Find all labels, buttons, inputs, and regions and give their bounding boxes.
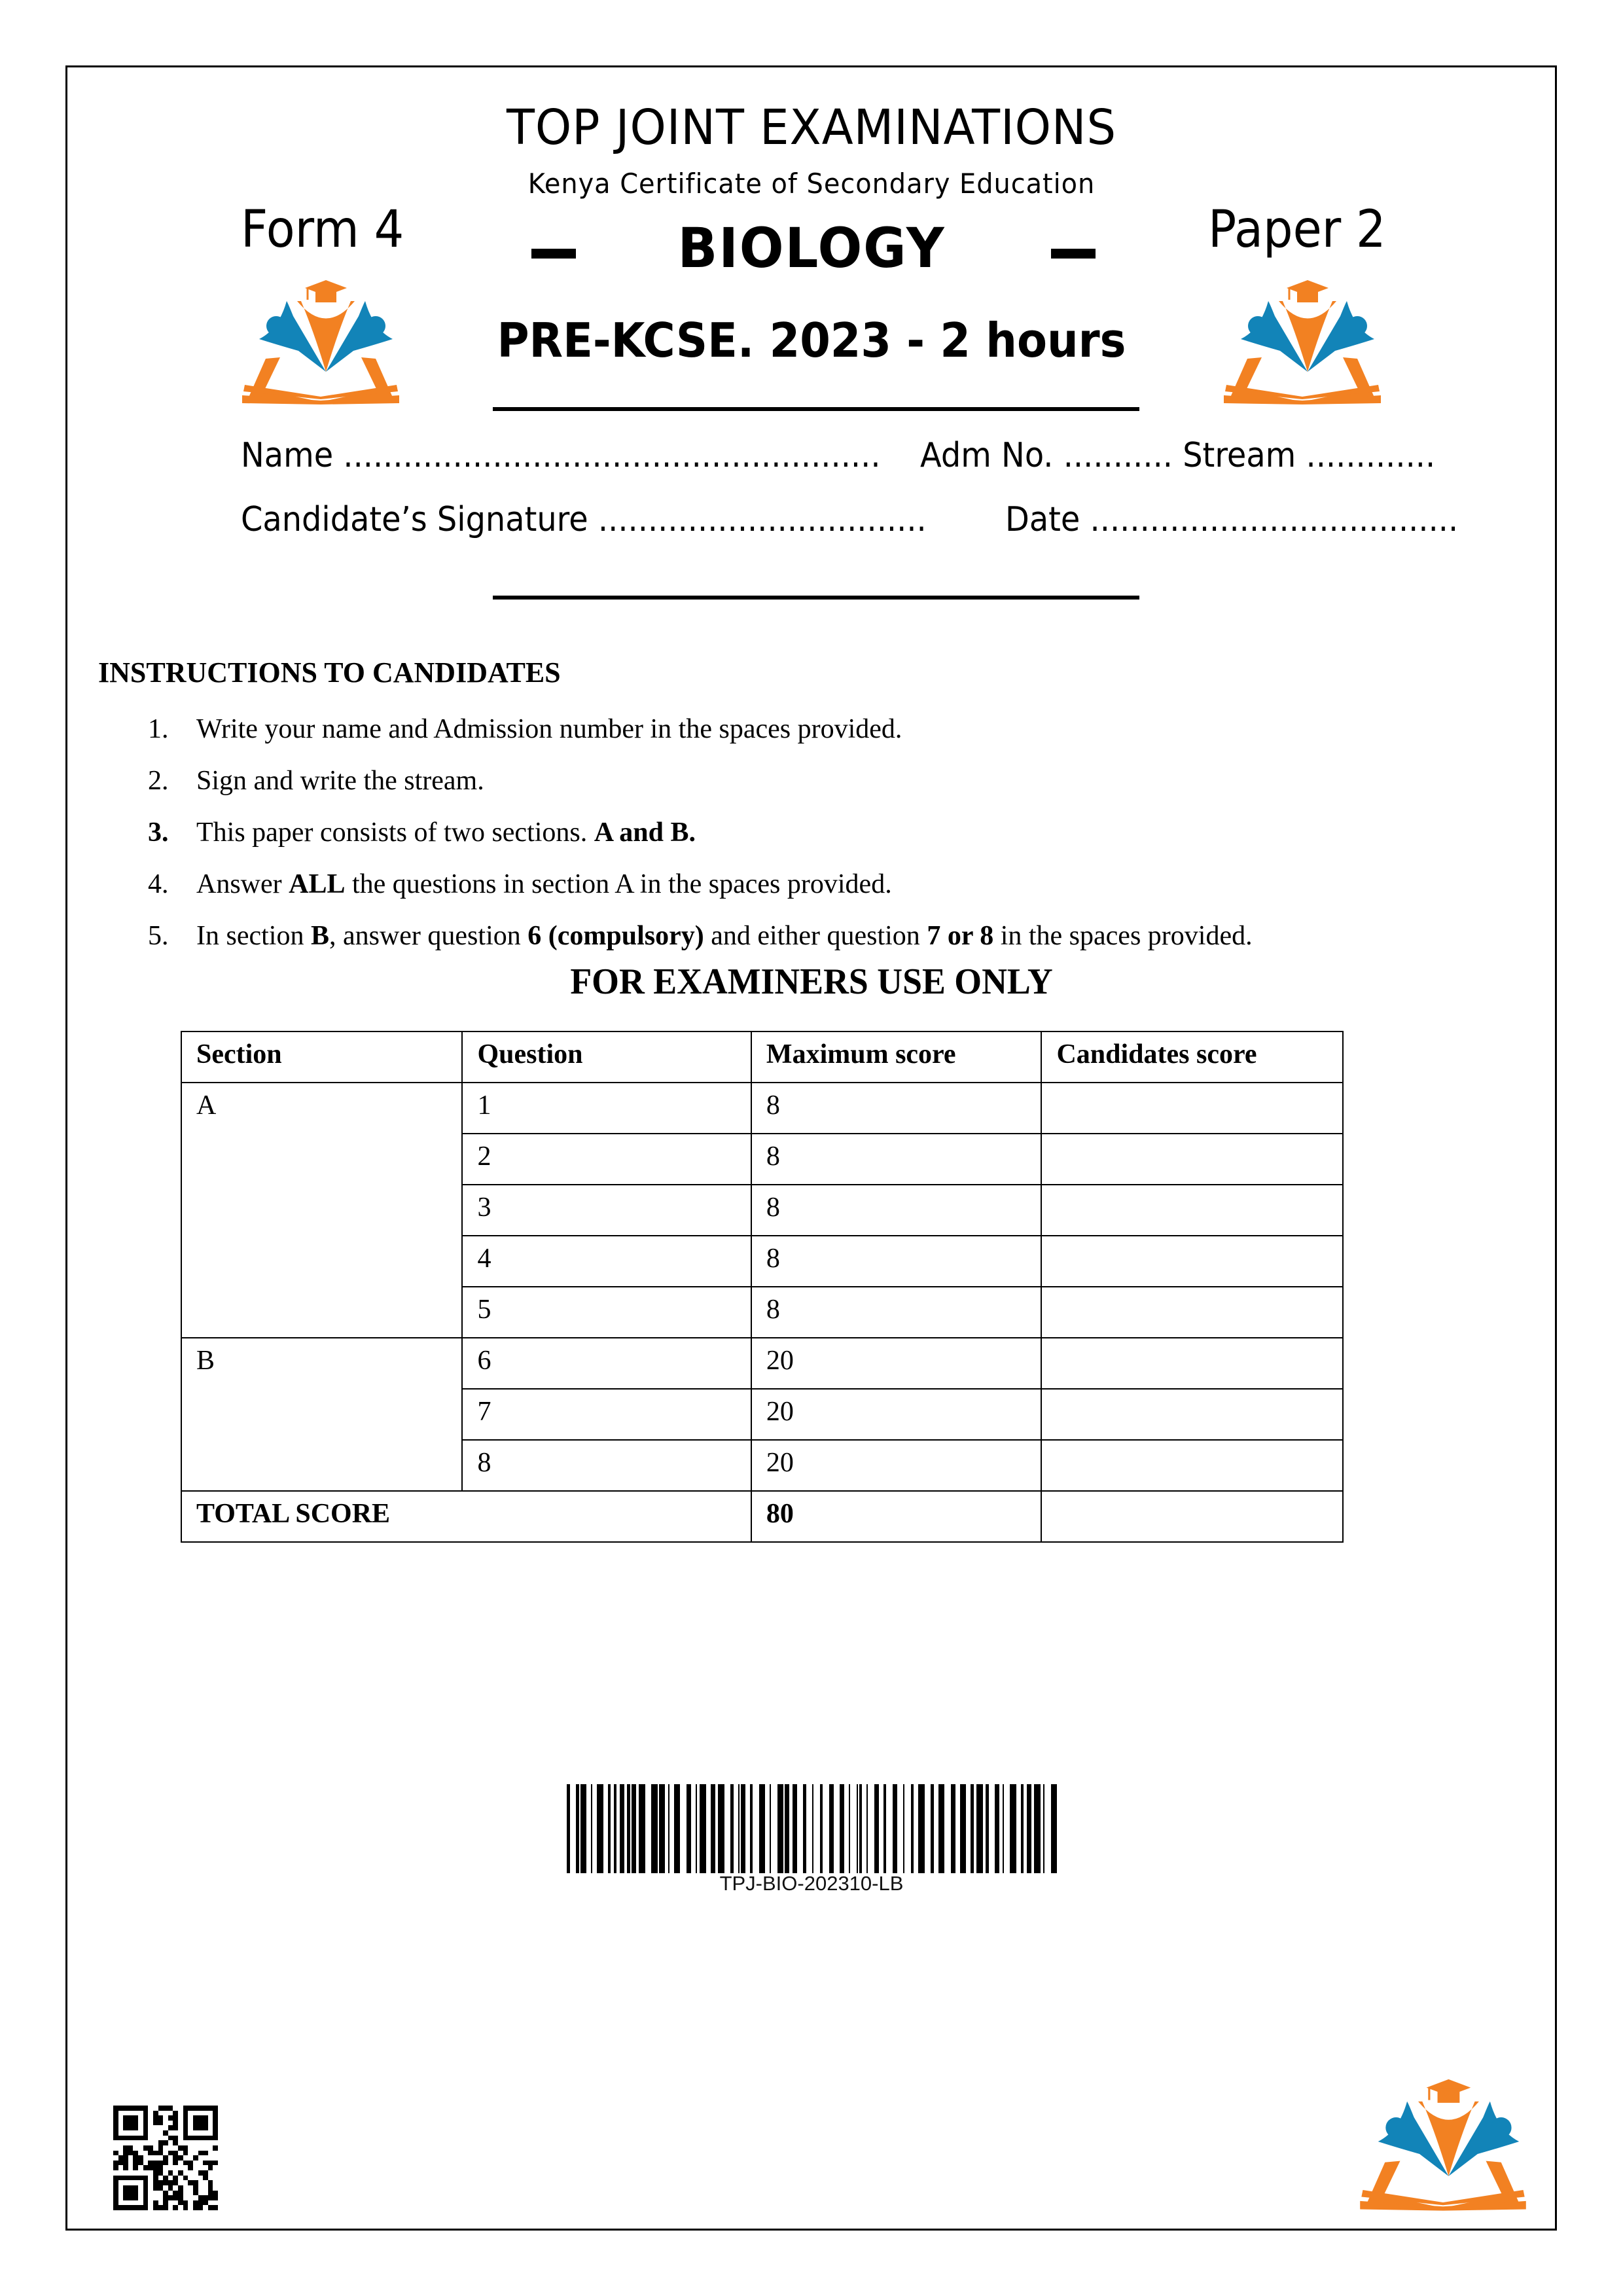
candidate-score-cell[interactable] xyxy=(1041,1287,1343,1338)
adm-no-field[interactable] xyxy=(920,436,1435,475)
question-cell: 4 xyxy=(462,1236,751,1287)
date-field[interactable] xyxy=(1005,500,1458,539)
stream-dots[interactable]: ............. xyxy=(1306,436,1436,475)
question-cell: 6 xyxy=(462,1338,751,1389)
instruction-text: ALL xyxy=(289,869,346,899)
school-logo-icon xyxy=(240,274,402,404)
max-score-cell: 8 xyxy=(751,1185,1042,1236)
instruction-text: in the spaces provided. xyxy=(993,921,1253,951)
header-maximum-score: Maximum score xyxy=(751,1031,1042,1083)
max-score-cell: 8 xyxy=(751,1083,1042,1134)
question-cell: 7 xyxy=(462,1389,751,1440)
question-cell: 3 xyxy=(462,1185,751,1236)
max-score-cell: 8 xyxy=(751,1287,1042,1338)
signature-field[interactable] xyxy=(241,500,927,539)
dash-right xyxy=(1051,249,1096,259)
header-section: Section xyxy=(181,1031,462,1083)
header-divider-bottom xyxy=(493,596,1139,600)
question-cell: 2 xyxy=(462,1134,751,1185)
instruction-text: Write your name and Admission number in the spaces provided. xyxy=(196,714,902,744)
instruction-text: the questions in section A in the spaces provided. xyxy=(345,869,892,899)
instructions-list xyxy=(140,704,1253,962)
header-candidates-score: Candidates score xyxy=(1041,1031,1343,1083)
subject-title: BIOLOGY xyxy=(677,216,946,280)
name-label: Name xyxy=(241,436,334,475)
total-candidate-score[interactable] xyxy=(1041,1491,1343,1542)
instruction-item xyxy=(140,910,1253,962)
total-row xyxy=(181,1491,1343,1542)
candidate-score-cell[interactable] xyxy=(1041,1083,1343,1134)
instruction-item xyxy=(140,807,1253,859)
organization-title: TOP JOINT EXAMINATIONS xyxy=(506,99,1117,156)
instruction-item xyxy=(140,859,1253,910)
instruction-number: 4. xyxy=(148,869,169,899)
examiners-score-table xyxy=(181,1031,1344,1543)
name-field[interactable] xyxy=(241,436,881,475)
date-dots: ..................................... xyxy=(1090,500,1459,539)
candidate-score-cell[interactable] xyxy=(1041,1236,1343,1287)
candidate-score-cell[interactable] xyxy=(1041,1185,1343,1236)
instruction-number: 2. xyxy=(148,766,169,796)
candidate-score-cell[interactable] xyxy=(1041,1338,1343,1389)
max-score-cell: 20 xyxy=(751,1440,1042,1491)
table-row xyxy=(181,1338,1343,1389)
max-score-cell: 8 xyxy=(751,1236,1042,1287)
max-score-cell: 20 xyxy=(751,1338,1042,1389)
instruction-number: 1. xyxy=(148,714,169,744)
form-label: Form 4 xyxy=(241,200,404,259)
paper-label: Paper 2 xyxy=(1208,200,1386,259)
max-score-cell: 8 xyxy=(751,1134,1042,1185)
instruction-text: This paper consists of two sections. xyxy=(196,817,594,848)
question-cell: 1 xyxy=(462,1083,751,1134)
instruction-text: B xyxy=(310,921,329,951)
question-cell: 5 xyxy=(462,1287,751,1338)
header-question: Question xyxy=(462,1031,751,1083)
instruction-text: 7 or 8 xyxy=(927,921,994,951)
candidate-score-cell[interactable] xyxy=(1041,1134,1343,1185)
max-score-cell: 20 xyxy=(751,1389,1042,1440)
date-label: Date xyxy=(1005,500,1080,539)
table-row xyxy=(181,1083,1343,1134)
question-cell: 8 xyxy=(462,1440,751,1491)
section-cell: A xyxy=(181,1083,462,1338)
total-max-score: 80 xyxy=(751,1491,1042,1542)
header-divider-top xyxy=(493,407,1139,411)
candidate-score-cell[interactable] xyxy=(1041,1440,1343,1491)
instruction-text: In section xyxy=(196,921,311,951)
barcode-code: TPJ-BIO-202310-LB xyxy=(719,1872,904,1895)
instruction-text: 6 (compulsory) xyxy=(527,921,704,951)
instruction-number: 3. xyxy=(148,817,169,848)
exam-body-subtitle: Kenya Certificate of Secondary Education xyxy=(527,168,1096,200)
instruction-text: A and B. xyxy=(594,817,696,848)
instruction-text: Answer xyxy=(196,869,289,899)
stream-label: Stream xyxy=(1183,436,1296,475)
instruction-text: Sign and write the stream. xyxy=(196,766,484,796)
name-dots: ...................................................... xyxy=(343,436,881,475)
barcode xyxy=(567,1784,1064,1873)
table-header-row xyxy=(181,1031,1343,1083)
instruction-item xyxy=(140,755,1253,807)
candidate-score-cell[interactable] xyxy=(1041,1389,1343,1440)
instruction-item xyxy=(140,704,1253,755)
qr-code-icon xyxy=(113,2106,218,2210)
exam-title: PRE-KCSE. 2023 - 2 hours xyxy=(497,313,1126,368)
signature-label: Candidate’s Signature xyxy=(241,500,588,539)
adm-no-label: Adm No. xyxy=(920,436,1054,475)
school-logo-icon xyxy=(1221,274,1383,404)
instruction-text: and either question xyxy=(704,921,927,951)
school-logo-icon xyxy=(1357,2072,1529,2211)
instruction-text: , answer question xyxy=(329,921,528,951)
adm-no-dots: ........... xyxy=(1063,436,1173,475)
instruction-number: 5. xyxy=(148,921,169,951)
section-cell: B xyxy=(181,1338,462,1491)
instructions-heading: INSTRUCTIONS TO CANDIDATES xyxy=(98,656,561,689)
total-label: TOTAL SCORE xyxy=(181,1491,751,1542)
signature-dots: ................................. xyxy=(597,500,927,539)
examiners-title: FOR EXAMINERS USE ONLY xyxy=(570,961,1053,1002)
